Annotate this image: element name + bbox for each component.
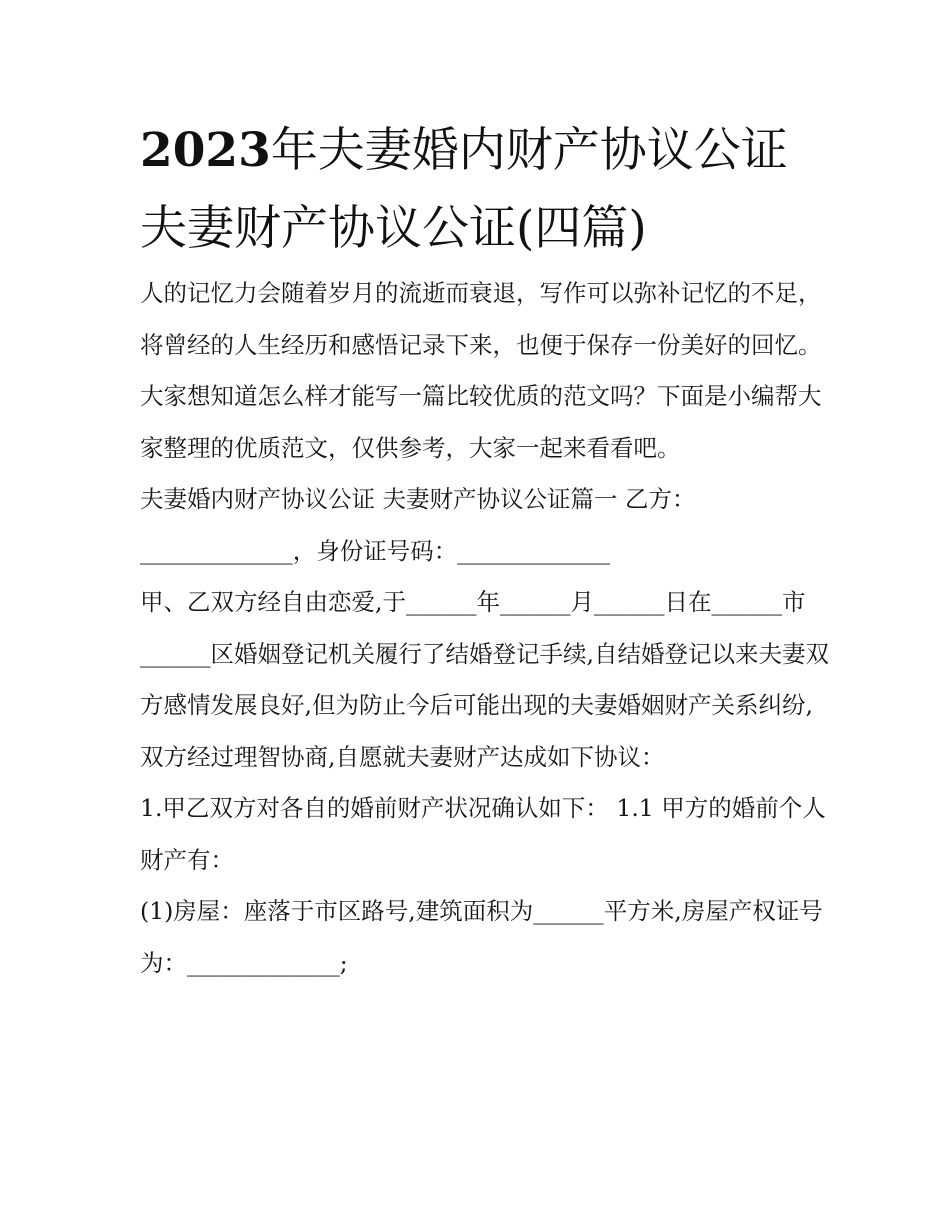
paragraph-id-line: _____________，身份证号码：_____________	[140, 536, 610, 565]
title-line1: 年夫妻婚内财产协议公证	[270, 123, 788, 178]
paragraph-heading: 夫妻婚内财产协议公证 夫妻财产协议公证篇一 乙方：	[140, 485, 696, 513]
title-year: 2023	[140, 123, 271, 178]
title-line2: 夫妻财产协议公证(四篇)	[140, 201, 647, 256]
document-body	[140, 268, 830, 989]
paragraph-house: (1)房屋：座落于市区路号,建筑面积为______平方米,房屋产权证号为：_____________;	[140, 897, 823, 977]
paragraph-clause-1: 1.甲乙双方对各自的婚前财产状况确认如下： 1.1 甲方的婚前个人财产有：	[140, 794, 826, 874]
paragraph-marriage: 甲、乙双方经自由恋爱,于______年______月______日在______市______区婚姻登记机关履行了结婚登记手续,自结婚登记以来夫妻双方感情发展良好,但为防止今后可能出现的夫妻婚姻财产关系纠纷,双方经过理智协商,自愿就夫妻财产达成如下协议：	[140, 588, 829, 771]
document-title	[140, 112, 840, 268]
paragraph-intro: 人的记忆力会随着岁月的流逝而衰退，写作可以弥补记忆的不足，将曾经的人生经历和感悟记录下来，也便于保存一份美好的回忆。大家想知道怎么样才能写一篇比较优质的范文吗？下面是小编帮大家整理的优质范文，仅供参考，大家一起来看看吧。	[140, 279, 822, 462]
